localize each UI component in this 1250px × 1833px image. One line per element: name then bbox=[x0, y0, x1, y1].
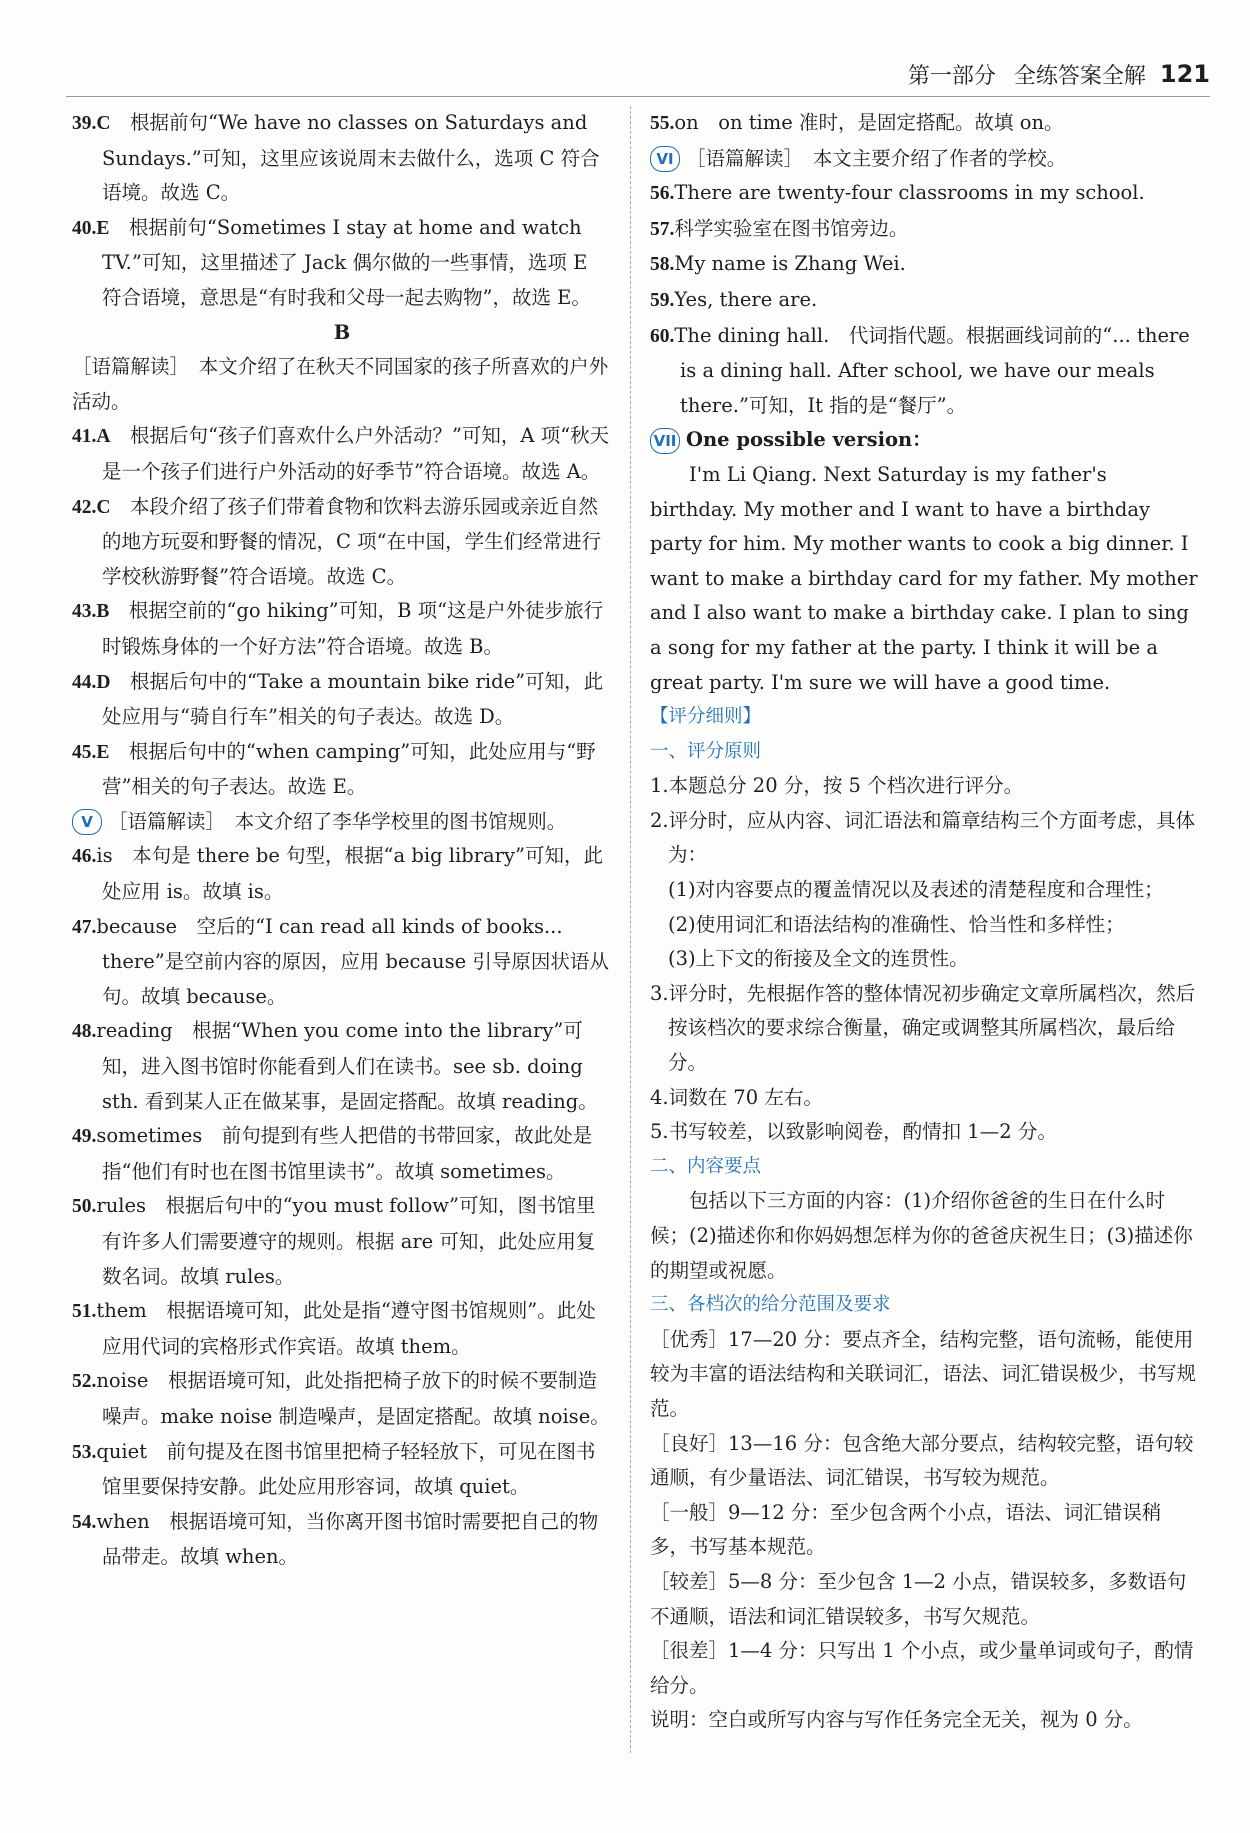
answer-item bbox=[72, 1189, 612, 1294]
level-line: ［很差］1—4 分：只写出 1 个小点，或少量单词或句子，酌情给分。 bbox=[650, 1639, 1194, 1697]
part-heading: B bbox=[333, 320, 351, 344]
answer-number: 58. bbox=[650, 254, 675, 276]
answer-number: 52. bbox=[72, 1371, 97, 1393]
answer-word: reading bbox=[96, 1019, 173, 1043]
answer-item bbox=[72, 594, 612, 664]
rubric-line: 5.书写较差，以致影响阅卷，酌情扣 1—2 分。 bbox=[650, 1120, 1057, 1144]
answer-word: rules bbox=[96, 1194, 147, 1218]
answer-word: is bbox=[96, 844, 113, 868]
essay-heading: One possible version： bbox=[686, 428, 932, 452]
answer-number: 57. bbox=[650, 218, 675, 240]
level-line: ［良好］13—16 分：包含绝大部分要点，结构较完整，语句较通顺，有少量语法、词汇错误，书写较为规范。 bbox=[650, 1431, 1194, 1490]
page-header bbox=[908, 54, 1210, 94]
rubric-line: 4.词数在 70 左右。 bbox=[650, 1085, 823, 1109]
content-points: 包括以下三方面的内容：(1)介绍你爸爸的生日在什么时候；(2)描述你和你妈妈想怎样为你的爸爸庆祝生日；(3)描述你的期望或祝愿。 bbox=[650, 1189, 1193, 1282]
section-vi-note bbox=[650, 142, 1198, 177]
answer-number: 50. bbox=[72, 1196, 97, 1218]
page-number: 121 bbox=[1159, 60, 1210, 88]
answer-word: when bbox=[96, 1509, 150, 1533]
level-line: ［优秀］17—20 分：要点齐全，结构完整，语句流畅，能使用较为丰富的语法结构和关联词汇，语法、词汇错误极少，书写规范。 bbox=[650, 1327, 1197, 1420]
answer-word: them bbox=[96, 1299, 147, 1323]
rubric-subline: (3)上下文的衔接及全文的连贯性。 bbox=[668, 947, 969, 971]
level-line: ［较差］5—8 分：至少包含 1—2 小点，错误较多，多数语句不通顺，语法和词汇错误较多，书写欠规范。 bbox=[650, 1569, 1187, 1628]
answer-number: 41.A bbox=[72, 426, 111, 448]
answer-item bbox=[650, 106, 1198, 142]
answer-text: There are twenty-four classrooms in my school. bbox=[674, 181, 1145, 205]
rubric-line: 2.评分时，应从内容、词汇语法和篇章结构三个方面考虑，具体为： bbox=[650, 808, 1196, 867]
rubric-line: 3.评分时，先根据作答的整体情况初步确定文章所属档次，然后按该档次的要求综合衡量，确定或调整其所属档次，最后给分。 bbox=[650, 981, 1196, 1075]
answer-text: 根据语境可知，此处指把椅子放下的时候不要制造噪声。make noise 制造噪声，是固定搭配。故填 noise。 bbox=[102, 1369, 610, 1428]
answer-word: quiet bbox=[96, 1439, 148, 1463]
answer-text: 根据后句中的“Take a mountain bike ride”可知，此处应用与“骑自行车”相关的句子表达。故选 D。 bbox=[102, 669, 604, 729]
answer-text: 根据语境可知，此处是指“遵守图书馆规则”。此处应用代词的宾格形式作宾语。故填 them。 bbox=[102, 1299, 596, 1358]
level-line: ［一般］9—12 分：至少包含两个小点，语法、词汇错误稍多，书写基本规范。 bbox=[650, 1500, 1162, 1559]
answer-item bbox=[72, 1364, 612, 1434]
reading-note: ［语篇解读］ 本文介绍了李华学校里的图书馆规则。 bbox=[108, 809, 567, 833]
reading-note: ［语篇解读］ 本文介绍了在秋天不同国家的孩子所喜欢的户外活动。 bbox=[72, 355, 609, 413]
answer-text: 根据前句“We have no classes on Saturdays and Sundays.”可知，这里应该说周末去做什么，选项 C 符合语境。故选 C。 bbox=[102, 111, 600, 205]
answer-item bbox=[72, 490, 612, 595]
answer-number: 40.E bbox=[72, 217, 110, 239]
principles-title: 一、评分原则 bbox=[650, 740, 762, 762]
answer-text: 根据语境可知，当你离开图书馆时需要把自己的物品带走。故填 when。 bbox=[102, 1509, 599, 1569]
answer-number: 45.E bbox=[72, 741, 110, 763]
answer-text: 根据前句“Sometimes I stay at home and watch TV.”可知，这里描述了 Jack 偶尔做的一些事情，选项 E 符合语境，意思是“有时我和父母一起去购物”，故选 E。 bbox=[102, 215, 591, 309]
answer-text: 根据后句中的“when camping”可知，此处应用与“野营”相关的句子表达。故选 E。 bbox=[102, 739, 596, 799]
section-label: 第一部分 bbox=[907, 63, 996, 89]
answer-item bbox=[650, 176, 1198, 212]
header-rule bbox=[66, 96, 1210, 97]
answer-text: 本句是 there be 句型，根据“a big library”可知，此处应用 is。故填 is。 bbox=[102, 844, 603, 904]
rubric-subline: (2)使用词汇和语法结构的准确性、恰当性和多样性； bbox=[668, 912, 1125, 936]
answer-item bbox=[72, 1294, 612, 1364]
section-vii-heading bbox=[650, 423, 1198, 458]
answer-text: 前句提及在图书馆里把椅子轻轻放下，可见在图书馆里要保持安静。此处应用形容词，故填 quiet。 bbox=[102, 1439, 596, 1499]
right-column bbox=[650, 106, 1198, 1738]
answer-text: 根据后句中的“you must follow”可知，图书馆里有许多人们需要遵守的规则。根据 are 可知，此处应用复数名词。故填 rules。 bbox=[102, 1194, 596, 1288]
section-badge: VII bbox=[650, 428, 680, 454]
answer-item bbox=[72, 1435, 612, 1505]
answer-number: 59. bbox=[650, 289, 675, 311]
answer-number: 42.C bbox=[72, 496, 111, 518]
answer-item bbox=[650, 247, 1198, 283]
answer-number: 46. bbox=[72, 846, 97, 868]
answer-text: 空后的“I can read all kinds of books... there”是空前内容的原因，应用 because 引导原因状语从句。故填 because。 bbox=[102, 914, 609, 1008]
answer-number: 56. bbox=[650, 183, 675, 205]
answer-number: 47. bbox=[72, 916, 97, 938]
rubric-subline: (1)对内容要点的覆盖情况以及表述的清楚程度和合理性； bbox=[668, 878, 1164, 902]
answer-word: on bbox=[674, 111, 699, 134]
rubric-line: 1.本题总分 20 分，按 5 个档次进行评分。 bbox=[650, 774, 1024, 798]
left-column bbox=[72, 106, 612, 1575]
answer-item bbox=[72, 735, 612, 805]
answer-item bbox=[650, 212, 1198, 248]
answer-number: 51. bbox=[72, 1301, 97, 1323]
answer-number: 44.D bbox=[72, 671, 111, 693]
answer-item bbox=[72, 665, 612, 735]
rubric-note: 说明：空白或所写内容与写作任务完全无关，视为 0 分。 bbox=[650, 1708, 1143, 1732]
answer-item bbox=[72, 910, 612, 1015]
answer-item bbox=[72, 106, 612, 211]
answer-text: on time 准时，是固定搭配。故填 on。 bbox=[718, 111, 1064, 134]
answer-number: 49. bbox=[72, 1126, 97, 1148]
answer-word: noise bbox=[96, 1369, 149, 1393]
answer-item bbox=[72, 1119, 612, 1189]
model-essay: I'm Li Qiang. Next Saturday is my father's birthday. My mother and I want to have a birthday party for him. My mother wants to cook a big dinner. I want to make a birthday card for my father. My mother and I also want to make a birthday cake. I plan to sing a song for my father at the party. I think it will be a great party. I'm sure we will have a good time. bbox=[650, 462, 1198, 694]
section-badge: VI bbox=[650, 146, 680, 172]
section-badge: V bbox=[72, 809, 102, 835]
answer-text: The dining hall. 代词指代题。根据画线词前的“... there is a dining hall. After school, we have our meals there.”可知，It 指的是“餐厅”。 bbox=[674, 323, 1190, 417]
book-title: 全练答案全解 bbox=[1013, 63, 1146, 89]
section-v-note bbox=[72, 805, 612, 840]
answer-number: 39.C bbox=[72, 113, 111, 134]
answer-item bbox=[72, 211, 612, 316]
answer-number: 54. bbox=[72, 1511, 97, 1533]
answer-text: 根据后句“孩子们喜欢什么户外活动？”可知，A 项“秋天是一个孩子们进行户外活动的好季节”符合语境。故选 A。 bbox=[102, 424, 610, 483]
content-title: 二、内容要点 bbox=[650, 1155, 762, 1177]
answer-text: 科学实验室在图书馆旁边。 bbox=[674, 216, 909, 240]
reading-note: ［语篇解读］ 本文主要介绍了作者的学校。 bbox=[686, 146, 1067, 170]
answer-item bbox=[650, 319, 1198, 424]
answer-item bbox=[72, 1014, 612, 1119]
levels-title: 三、各档次的给分范围及要求 bbox=[650, 1294, 891, 1316]
answer-item bbox=[72, 419, 612, 489]
column-divider bbox=[630, 106, 631, 1753]
answer-number: 48. bbox=[72, 1021, 97, 1043]
answer-text: 根据空前的“go hiking”可知，B 项“这是户外徒步旅行时锻炼身体的一个好方法”符合语境。故选 B。 bbox=[102, 599, 604, 658]
answer-text: Yes, there are. bbox=[674, 287, 818, 311]
answer-item bbox=[72, 839, 612, 909]
answer-item bbox=[72, 1505, 612, 1575]
answer-number: 43.B bbox=[72, 601, 110, 623]
answer-item bbox=[650, 283, 1198, 319]
answer-number: 53. bbox=[72, 1441, 97, 1463]
answer-text: 前句提到有些人把借的书带回家，故此处是指“他们有时也在图书馆里读书”。故填 sometimes。 bbox=[102, 1124, 593, 1183]
rubric-title: 【评分细则】 bbox=[650, 706, 762, 728]
answer-text: My name is Zhang Wei. bbox=[674, 252, 906, 276]
answer-text: 本段介绍了孩子们带着食物和饮料去游乐园或亲近自然的地方玩耍和野餐的情况，C 项“在中国，学生们经常进行学校秋游野餐”符合语境。故选 C。 bbox=[102, 494, 602, 588]
answer-number: 55. bbox=[650, 113, 675, 134]
answer-number: 60. bbox=[650, 325, 675, 347]
answer-word: because bbox=[96, 914, 178, 938]
answer-word: sometimes bbox=[96, 1124, 203, 1148]
answer-text: 根据“When you come into the library”可知，进入图书馆时你能看到人们在读书。see sb. doing sth. 看到某人正在做某事，是固定搭配。故填 reading。 bbox=[102, 1019, 598, 1113]
